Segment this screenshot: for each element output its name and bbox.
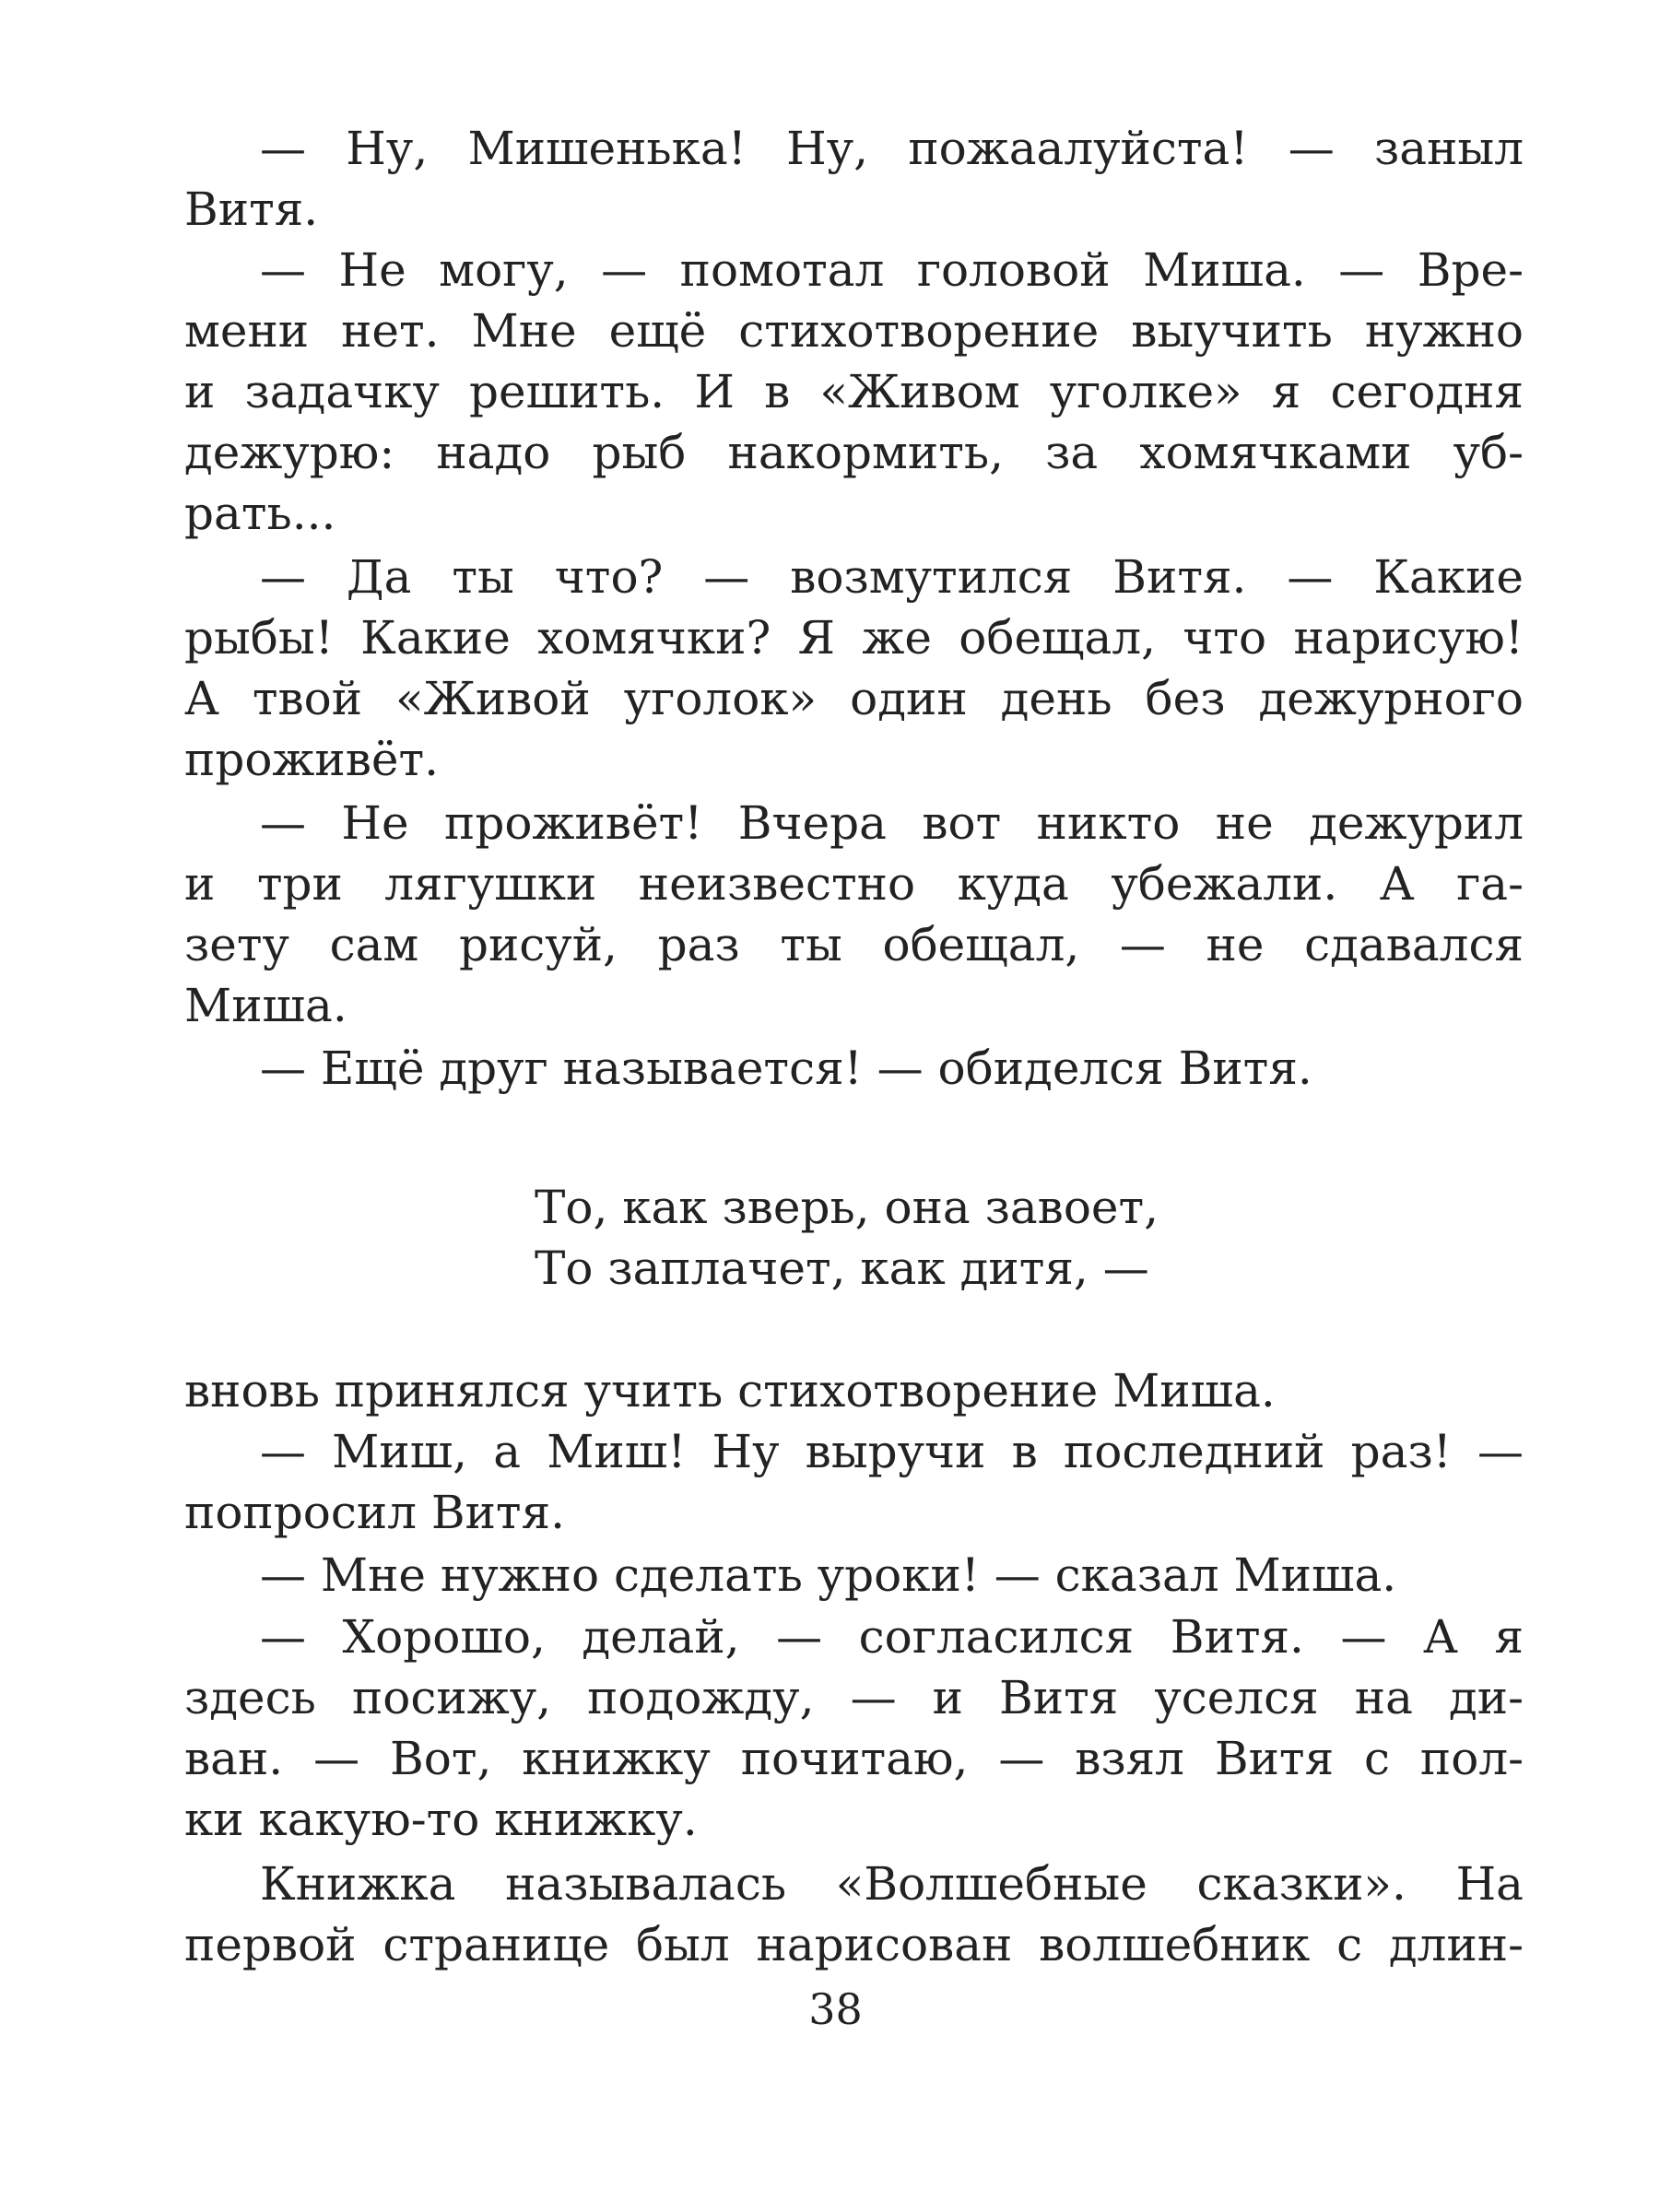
text-line: попросил Витя. (184, 1486, 566, 1539)
text-line: здесь посижу, подожду, — и Витя уселся на ди- (184, 1671, 1524, 1724)
text-line: Книжка называлась «Волшебные сказки». На (260, 1857, 1524, 1911)
text-line: Миша. (184, 979, 347, 1032)
verse-line: То, как зверь, она завоет, (535, 1181, 1159, 1234)
text-line: Витя. (184, 182, 319, 236)
text-line: — Ещё друг называется! — обиделся Витя. (260, 1041, 1312, 1095)
text-line: ван. — Вот, книжку почитаю, — взял Витя с пол- (184, 1732, 1524, 1785)
text-line: рать... (184, 487, 336, 540)
text-line: — Не могу, — помотал головой Миша. — Вре- (260, 243, 1524, 297)
text-line: мени нет. Мне ещё стихотворение выучить нужно (184, 304, 1524, 358)
text-line: — Миш, а Миш! Ну выручи в последний раз! — (260, 1425, 1524, 1478)
text-line: рыбы! Какие хомячки? Я же обещал, что нарисую! (184, 611, 1524, 665)
text-line: — Не проживёт! Вчера вот никто не дежурил (260, 796, 1524, 850)
text-line: — Мне нужно сделать уроки! — сказал Миша. (260, 1548, 1397, 1602)
text-line: ки какую-то книжку. (184, 1793, 698, 1846)
text-line: А твой «Живой уголок» один день без дежурного (184, 672, 1524, 725)
text-line: — Хорошо, делай, — согласился Витя. — А я (260, 1610, 1524, 1664)
text-line: первой странице был нарисован волшебник с длин- (184, 1918, 1524, 1971)
text-line: и три лягушки неизвестно куда убежали. А га- (184, 857, 1524, 911)
page-number: 38 (808, 1984, 863, 2034)
text-line: — Ну, Мишенька! Ну, пожаалуйста! — заныл (260, 122, 1524, 175)
text-line: вновь принялся учить стихотворение Миша. (184, 1364, 1276, 1418)
verse-line: То заплачет, как дитя, — (535, 1241, 1149, 1295)
text-line: и задачку решить. И в «Живом уголке» я сегодня (184, 365, 1524, 418)
text-line: проживёт. (184, 733, 440, 786)
text-line: — Да ты что? — возмутился Витя. — Какие (260, 550, 1524, 604)
text-line: зету сам рисуй, раз ты обещал, — не сдавался (184, 918, 1524, 971)
text-line: дежурю: надо рыб накормить, за хомячками уб- (184, 426, 1524, 479)
